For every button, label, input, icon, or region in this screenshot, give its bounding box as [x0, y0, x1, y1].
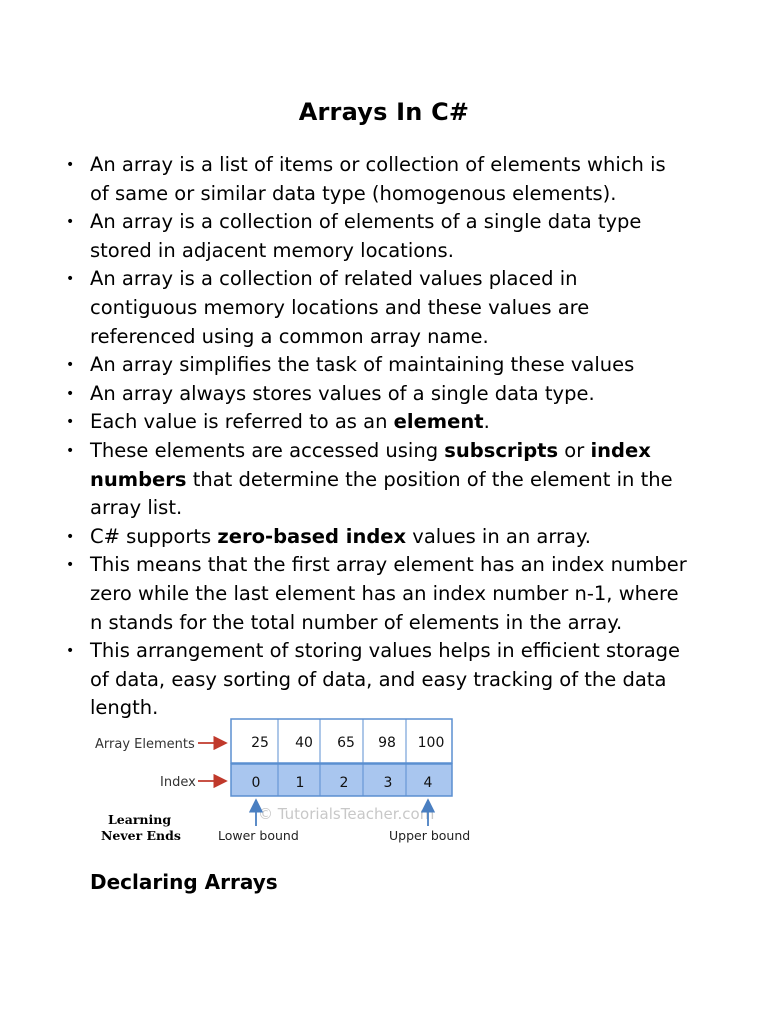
- index-cells: [231, 764, 452, 796]
- bullet-item: • An array is a collection of related values placed in contiguous memory locations and these values are referenced using a common array name.: [90, 265, 690, 351]
- element-cell: 98: [378, 735, 396, 751]
- bullet-item: • This means that the first array element has an index number zero while the last element has an index number n-1, where n stands for the total number of elements in the array.: [90, 551, 690, 637]
- lower-bound-label: Lower bound: [218, 828, 299, 843]
- logo-line-1: Learning: [108, 812, 172, 827]
- element-cell: 65: [337, 735, 355, 751]
- index-cell: 1: [295, 775, 305, 791]
- array-diagram-svg: [90, 712, 490, 862]
- element-cell: 40: [295, 735, 313, 751]
- section-heading: Declaring Arrays: [90, 870, 278, 894]
- bullet-item: • These elements are accessed using subscripts or index numbers that determine the position of the element in the array list.: [90, 437, 690, 523]
- element-cell: 25: [251, 735, 269, 751]
- upper-bound-label: Upper bound: [389, 828, 471, 843]
- bullet-item: • This arrangement of storing values helps in efficient storage of data, easy sorting of data, and easy tracking of the data length.: [90, 637, 690, 723]
- logo-line-2: Never Ends: [101, 828, 181, 843]
- bullet-item: • An array is a list of items or collection of elements which is of same or similar data type (homogenous elements).: [90, 151, 690, 208]
- index-cell: 2: [339, 775, 349, 791]
- array-diagram: [90, 712, 490, 862]
- element-cells: [231, 719, 452, 763]
- bullet-item: • Each value is referred to as an element.: [90, 408, 690, 437]
- bullet-item: • An array simplifies the task of maintaining these values: [90, 351, 690, 380]
- bullet-item: • C# supports zero-based index values in an array.: [90, 523, 690, 552]
- page-title: Arrays In C#: [298, 98, 470, 126]
- index-cell: 4: [423, 775, 433, 791]
- bullet-item: • An array always stores values of a single data type.: [90, 380, 690, 409]
- bullet-list: [90, 151, 690, 723]
- index-cell: 3: [383, 775, 393, 791]
- watermark-text: © TutorialsTeacher.com: [258, 805, 435, 823]
- array-elements-label: Array Elements: [95, 737, 195, 752]
- index-label: Index: [160, 775, 196, 790]
- element-cell: 100: [417, 735, 445, 751]
- index-cell: 0: [251, 775, 261, 791]
- bullet-item: • An array is a collection of elements of a single data type stored in adjacent memory locations.: [90, 208, 690, 265]
